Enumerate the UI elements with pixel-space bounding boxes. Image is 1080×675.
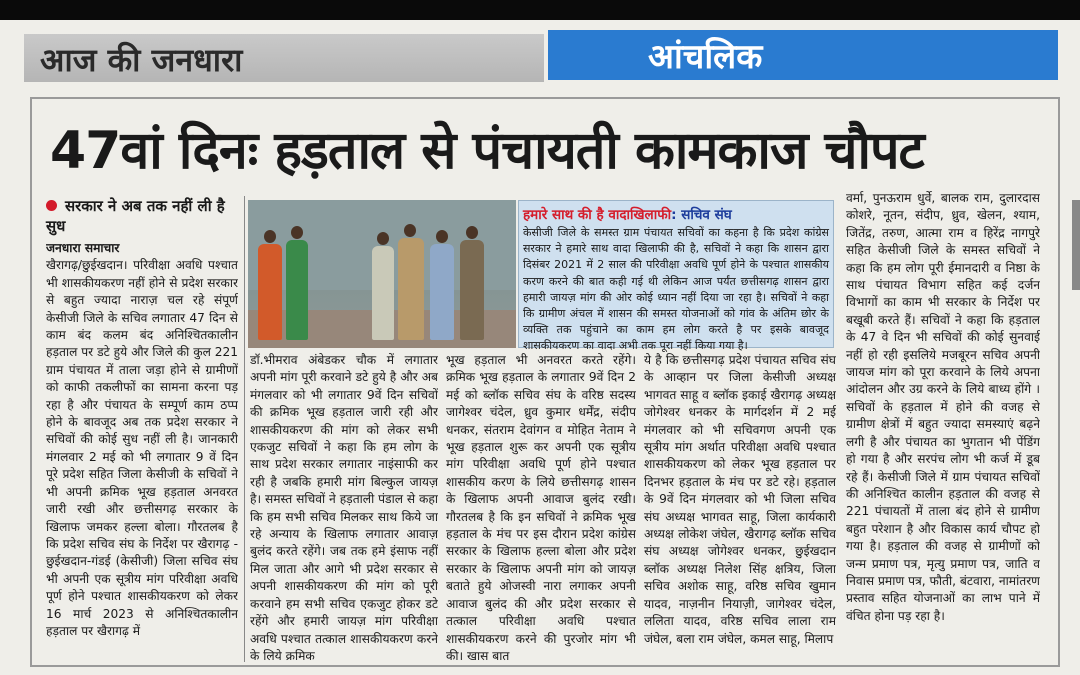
protest-photo <box>248 200 516 348</box>
column-1-text: खैरागढ़/छुईखदान। परिवीक्षा अवधि पश्चात भी शासकीयकरण नहीं होने से प्रदेश सरकार से बहुत ज्यादा नाराज़ चल रहे संपूर्ण केसीजी जिले के सचिव लगातार 47 दिन से काम बंद कलम बंद अनिश्चितकालीन हड़ताल पर डटे हुये और जिले की कुल 221 ग्राम पंचायत में ताला जड़ा होने से ग्रामीणों को काफी तकलीफों का सामना करना पड़ रहा है और पंचायत के सम्पूर्ण काम ठप्प होने के बावजूद अब तक प्रदेश सरकार ने सचिवों की कोई सुध नहीं ली है। जानकारी मंगलवार 2 मई को भी लगातार 9 वें दिन पूरे प्रदेश सहित जिला केसीजी के सचिवों ने भी अपनी क्रमिक भूख हड़ताल अनवरत जारी रखी और छत्तीसगढ़ सरकार के खिलाफ जमकर हल्ला बोला। गौरतलब है कि प्रदेश सचिव संघ के निर्देश पर खैरागढ़ - छुईखदान-गंडई (केसीजी) जिला सचिव संघ भी अपनी एक सूत्रीय मांग परिवीक्षा अवधि पूर्ण होने पश्चात शासकीयकरण को लेकर 16 मार्च 2023 से अनिश्चितकालीन हड़ताल पर खैरागढ़ में <box>46 258 238 638</box>
bullet-icon <box>46 200 57 211</box>
masthead-right-title: आंचलिक <box>648 37 763 77</box>
article-column-3: भूख हड़ताल भी अनवरत करते रहेंगे। क्रमिक भूख हड़ताल के लगातार 9वें दिन 2 मई को ब्लॉक सचिव संघ के वरिष्ठ सदस्य जागेश्वर चंदेल, ध्रुव कुमार धर्मेंद्र, संदीप धनकर, संतराम देवांगन व मोहित नेताम ने भूख हड़ताल शुरू कर अपनी एक सूत्रीय मांग परिवीक्षा अवधि पूर्ण होने पश्चात शासकीय करण के लिये छत्तीसगढ़ शासन के खिलाफ अपनी आवाज बुलंद रखी। गौरतलब है कि इन सचिवों ने क्रमिक भूख हड़ताल के मंच पर इस दौरान प्रदेश कांग्रेस सरकार के खिलाफ हल्ला बोला और प्रदेश सरकार के खिलाफ अपनी मांग को जायज़ बताते हुये ओजस्वी नारा लगाकर अपनी आवाज बुलंद की और प्रदेश सरकार से तत्काल परिवीक्षा अवधि पश्चात शासकीयकरण करने की पुरजोर मांग भी की। खास बात <box>446 353 636 663</box>
photo-person <box>398 238 424 340</box>
photo-person <box>258 244 282 340</box>
quote-title-source: : सचिव संघ <box>671 207 732 223</box>
article-column-5: वर्मा, पुनऊराम धुर्वे, बालक राम, दुलारदास कोशरे, नूतन, संदीप, ध्रुव, खेलन, श्याम, जितेंद्र, तरुण, आत्मा राम व हिरेंद्र नागपुरे सहित केसीजी जिले के समस्त सचिवों ने कहा कि हम लोग पूरी ईमानदारी व निष्ठा के साथ पंचायत विभाग सहित कई दर्जन विभागों का काम भी सरकार के निर्देश पर बखूबी करते हैं। सचिवों ने कहा कि हड़ताल के 47 वे दिन भी सचिवों की कोई सुनवाई नहीं हो रही इसलिये मजबूरन सचिव अपनी जायज मांग को पूरा करवाने के लिये अपना आंदोलन और उग्र करने के लिये बाध्य होंगे । सचिवों के हड़ताल में होने की वजह से ग्रामीण क्षेत्रों में बहुत ज्यादा समस्याएं बढ़ने लगी है और पंचायत का भुगतान भी पेंडिंग हो गया है और सरपंच लोग भी कर्ज में डूब रहे हैं। केसीजी जिले में ग्राम पंचायत सचिवों की अनिश्चित कालीन हड़ताल की वजह से 221 पंचायतों में ताला बंद होने से ग्रामीण बहुत परेशान है और विकास कार्य चौपट हो गया है। हड़ताल की वजह से ग्रामीणों को जन्म प्रमाण पत्र, मृत्यु प्रमाण पत्र, जाति व निवास प्रमाण पत्र, फौती, बंटवारा, नामांतरण प्रस्ताव सहित योजनाओं का लाभ पाने में वंचित होना पड़ रहा है। <box>846 191 1040 623</box>
column-divider <box>244 196 245 662</box>
quote-body: केसीजी जिले के समस्त ग्राम पंचायत सचिवों का कहना है कि प्रदेश कांग्रेस सरकार ने हमारे साथ वादा खिलाफी की है, सचिवों ने कहा कि शासन द्वारा दिसंबर 2021 में 2 साल की परिवीक्षा अवधि पूर्ण होने के पश्चात शासकीय करण करने की बात कही गई थी लेकिन आज पर्यंत छत्तीसगढ़ शासन द्वारा हमारी जायज़ मांग की ओर कोई ध्यान नहीं दिया जा रहा है। सचिवों ने कहा कि ग्रामीण अंचल में शासन की समस्त योजनाओं को गांव के अंतिम छोर के व्यक्ति तक पहुंचाने का काम हम लोग करते है पर इसके बावजूद शासकीयकरण का वादा अभी तक पूरा नहीं किया गया है। <box>523 226 829 353</box>
masthead-left-title: आज की जनधारा <box>40 41 243 79</box>
photo-person-head <box>264 230 276 243</box>
top-bar <box>0 0 1080 20</box>
photo-person-head <box>466 226 478 239</box>
photo-person-head <box>436 230 448 243</box>
article-headline: 47वां दिनः हड़ताल से पंचायती कामकाज चौपट <box>50 121 924 181</box>
quote-title-main: हमारे साथ की है वादाखिलाफी <box>523 207 672 223</box>
article-subhead <box>46 196 236 236</box>
article-column-4: ये है कि छत्तीसगढ़ प्रदेश पंचायत सचिव संघ के आव्हान पर जिला केसीजी अध्यक्ष भागवत साहू व ब्लॉक इकाई खैरागढ़ अध्यक्ष जोगेश्वर धनकर के मार्गदर्शन में 2 मई मंगलवार को भी सचिवगण अपनी एक सूत्रीय मांग अर्थात परिवीक्षा अवधि पश्चात शासकीयकरण को लेकर भूख हड़ताल पर दिनभर हड़ताल के मंच पर डटे रहे। हड़ताल के 9वें दिन मंगलवार को भी जिला सचिव संघ अध्यक्ष भागवत साहू, जिला कार्यकारी अध्यक्ष लोकेश जंघेल, खैरागढ़ ब्लॉक सचिव संघ अध्यक्ष जोगेश्वर धनकर, छुईखदान ब्लॉक अध्यक्ष निलेश सिंह क्षत्रिय, जिला सचिव अशोक साहू, वरिष्ठ सचिव खुमान यादव, नाज़नीन नियाज़ी, जागेश्वर चंदेल, ललिता यादव, वरिष्ठ सचिव लाला राम जंघेल, बला राम जंघेल, कमल साहू, मिलाप <box>644 353 836 646</box>
quote-box <box>518 200 834 353</box>
section-masthead-right <box>548 30 1058 80</box>
page-edge <box>1072 200 1080 290</box>
photo-person <box>286 240 308 340</box>
photo-person-head <box>404 224 416 237</box>
photo-person-head <box>377 232 389 245</box>
byline: जनधारा समाचार <box>46 241 120 255</box>
subhead-text: सरकार ने अब तक नहीं ली है सुध <box>46 197 225 235</box>
article-column-1 <box>46 240 238 665</box>
quote-title <box>523 205 829 223</box>
photo-person <box>372 246 394 340</box>
photo-person-head <box>291 226 303 239</box>
photo-person <box>460 240 484 340</box>
article-column-2: डॉ.भीमराव अंबेडकर चौक में लगातार अपनी मांग पूरी करवाने डटे हुये है और अब मंगलवार को भी लगातार 9वें दिन सचिवों की क्रमिक भूख हड़ताल जारी रही और शासकीयकरण की मांग को लेकर सभी एकजुट सचिवों ने कहा कि हम लोग के साथ प्रदेश सरकार लगातार नाइंसाफी कर रही है जबकि हमारी मांग बिल्कुल जायज़ है। समस्त सचिवों ने हड़ताली पंडाल से कहा कि हम सभी सचिव मिलकर साथ किये जा रहे अन्याय के खिलाफ लगातार आवाज़ बुलंद करते रहेंगे। जब तक हमे इंसाफ नहीं मिल जाता और आगे भी प्रदेश सरकार से अपनी शासकीयकरण की मांग को पूरी करवाने हम सभी सचिव एकजुट होकर डटे रहेंगे और हमारी जायज़ मांग परिवीक्षा अवधि पश्चात तत्काल शासकीयकरण करने के लिये क्रमिक <box>250 353 438 663</box>
photo-person <box>430 244 454 340</box>
section-masthead-left <box>24 34 544 82</box>
